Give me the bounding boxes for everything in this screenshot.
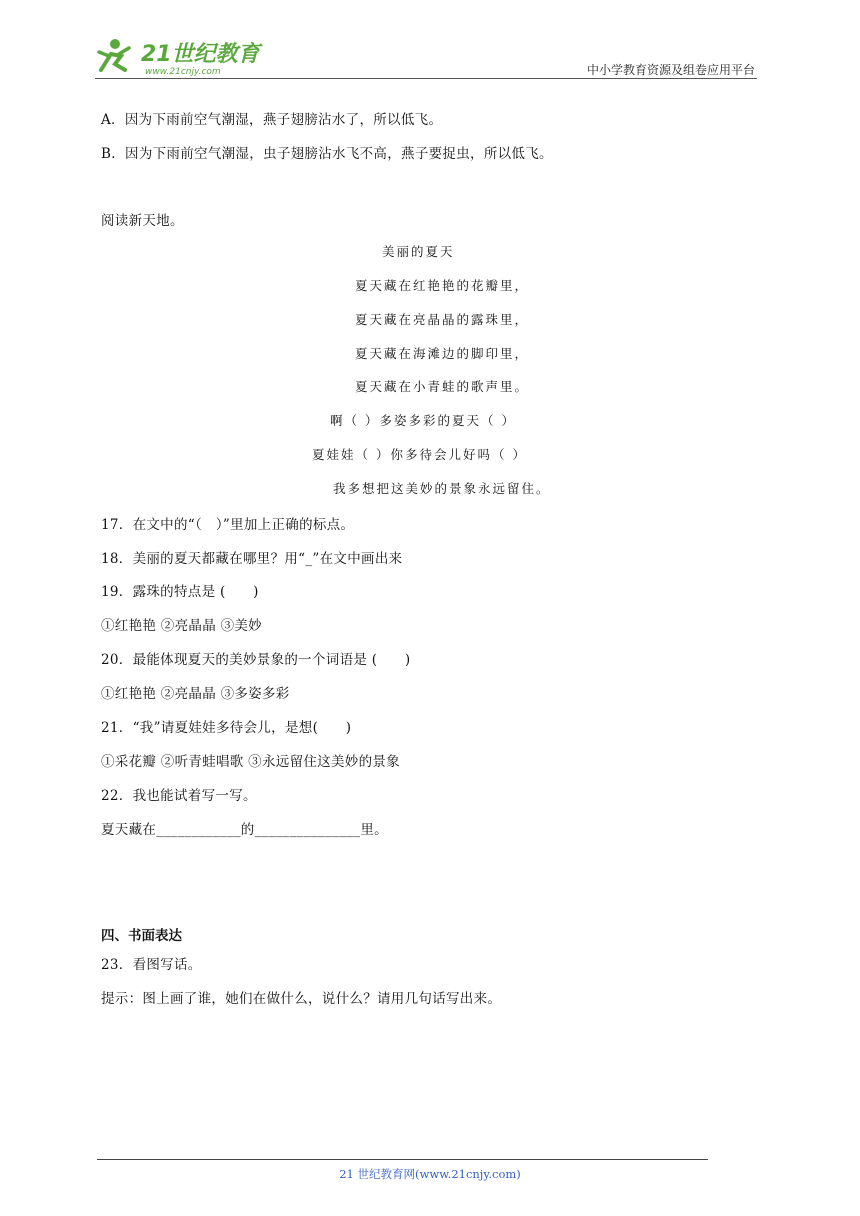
option-a: A．因为下雨前空气潮湿，燕子翅膀沾水了，所以低飞。 (101, 112, 443, 128)
question-20: 20．最能体现夏天的美妙景象的一个词语是 ( ) (101, 652, 411, 668)
section-heading: 四、书面表达 (101, 928, 182, 944)
question-23-hint: 提示：图上画了谁，她们在做什么，说什么？请用几句话写出来。 (101, 991, 502, 1007)
site-logo (95, 34, 265, 76)
reading-intro: 阅读新天地。 (101, 213, 184, 229)
poem-line: 夏娃娃（ ）你多待会儿好吗（ ） (312, 447, 527, 462)
logo-url: www.21cnjy.com (145, 67, 221, 76)
question-22-fill: 夏天藏在____________的_______________里。 (101, 822, 388, 838)
poem-line: 啊（ ）多姿多彩的夏天（ ） (330, 413, 516, 428)
footer-text: 21 世纪教育网(www.21cnjy.com) (339, 1167, 521, 1181)
question-17: 17．在文中的“（ ）”里加上正确的标点。 (101, 517, 355, 533)
question-21: 21．“我”请夏娃娃多待会儿，是想( ) (101, 720, 352, 736)
footer-divider (97, 1159, 708, 1160)
poem-line: 我多想把这美妙的景象永远留住。 (333, 481, 551, 496)
platform-name: 中小学教育资源及组卷应用平台 (586, 63, 755, 77)
option-b: B．因为下雨前空气潮湿，虫子翅膀沾水飞不高，燕子要捉虫，所以低飞。 (101, 146, 553, 162)
poem-line: 夏天藏在亮晶晶的露珠里， (355, 312, 530, 327)
poem-title: 美丽的夏天 (382, 244, 455, 259)
question-19: 19．露珠的特点是 ( ) (101, 584, 259, 600)
page-header (95, 34, 757, 80)
question-21-options: ①采花瓣 ②听青蛙唱歌 ③永远留住这美妙的景象 (101, 754, 400, 770)
question-23: 23．看图写话。 (101, 957, 202, 973)
poem-line: 夏天藏在红艳艳的花瓣里， (355, 278, 530, 293)
header-divider (95, 78, 757, 79)
logo-text: 21世纪教育 (141, 42, 260, 67)
poem-line: 夏天藏在小青蛙的歌声里。 (355, 379, 530, 394)
question-18: 18．美丽的夏天都藏在哪里？用“_”在文中画出来 (101, 551, 403, 567)
poem-line: 夏天藏在海滩边的脚印里， (355, 346, 530, 361)
question-19-options: ①红艳艳 ②亮晶晶 ③美妙 (101, 618, 262, 634)
question-20-options: ①红艳艳 ②亮晶晶 ③多姿多彩 (101, 686, 290, 702)
question-22: 22．我也能试着写一写。 (101, 788, 257, 804)
